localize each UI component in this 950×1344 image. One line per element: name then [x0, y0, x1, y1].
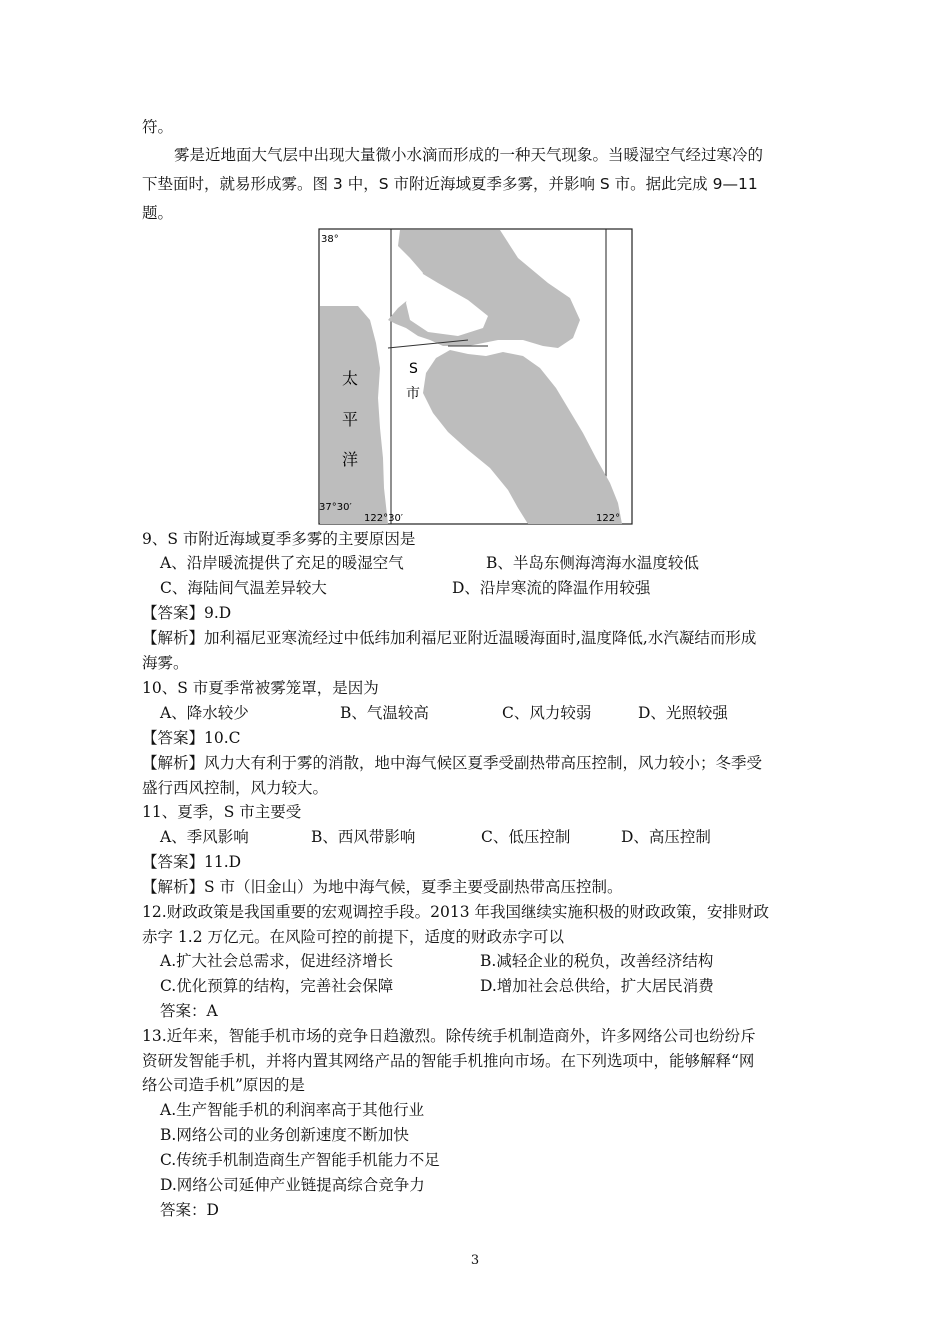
- q12-stem-1: 12.财政政策是我国重要的宏观调控手段。2013 年我国继续实施积极的财政政策，安排财政: [142, 903, 770, 921]
- lon-122-30-label: 122°30′: [364, 513, 404, 524]
- q11-option-a: A、季风影响: [160, 828, 249, 846]
- q10-option-a: A、降水较少: [160, 704, 249, 722]
- q11-explanation-1: 【解析】S 市（旧金山）为地中海气候，夏季主要受副热带高压控制。: [142, 878, 623, 896]
- city-s-label: S: [409, 361, 418, 377]
- q11-option-d: D、高压控制: [621, 828, 711, 846]
- lon-122-label: 122°: [596, 513, 621, 524]
- q12-option-b: B.减轻企业的税负，改善经济结构: [480, 952, 714, 970]
- q10-answer: 【答案】10.C: [142, 729, 241, 747]
- lat-37-30-label: 37°30′: [319, 502, 352, 513]
- pacific-char-1: 太: [342, 369, 359, 388]
- intro-line-3: 题。: [142, 204, 174, 222]
- bay-island: [402, 295, 414, 301]
- q10-explanation-2: 盛行西风控制，风力较大。: [142, 779, 329, 797]
- q9-explanation-1: 【解析】加利福尼亚寒流经过中低纬加利福尼亚附近温暖海面时,温度降低,水汽凝结而形成: [142, 629, 757, 647]
- q9-stem: 9、S 市附近海域夏季多雾的主要原因是: [142, 530, 416, 548]
- q9-option-c: C、海陆间气温差异较大: [160, 579, 327, 597]
- pacific-char-2: 平: [342, 410, 359, 429]
- q10-option-d: D、光照较强: [638, 704, 728, 722]
- q11-option-b: B、西风带影响: [311, 828, 416, 846]
- q9-explanation-2: 海雾。: [142, 654, 189, 672]
- q13-stem-3: 络公司造手机”原因的是: [142, 1076, 305, 1094]
- sf-bay-map: [318, 228, 634, 526]
- q10-stem: 10、S 市夏季常被雾笼罩，是因为: [142, 679, 379, 697]
- intro-line-1: 雾是近地面大气层中出现大量微小水滴而形成的一种天气现象。当暖湿空气经过寒冷的: [174, 146, 764, 164]
- q13-option-b: B.网络公司的业务创新速度不断加快: [160, 1126, 409, 1144]
- q10-option-b: B、气温较高: [340, 704, 429, 722]
- pacific-char-3: 洋: [342, 450, 359, 469]
- q10-option-c: C、风力较弱: [502, 704, 592, 722]
- q13-stem-1: 13.近年来，智能手机市场的竞争日趋激烈。除传统手机制造商外，许多网络公司也纷纷斥: [142, 1027, 756, 1045]
- intro-line-2: 下垫面时，就易形成雾。图 3 中，S 市附近海域夏季多雾，并影响 S 市。据此完成 9—11: [142, 175, 758, 193]
- q12-answer: 答案：A: [160, 1002, 218, 1020]
- q10-explanation-1: 【解析】风力大有利于雾的消散，地中海气候区夏季受副热带高压控制，风力较小；冬季受: [142, 754, 763, 772]
- q12-option-c: C.优化预算的结构，完善社会保障: [160, 977, 394, 995]
- intro-line-0: 符。: [142, 118, 174, 136]
- page-number: 3: [470, 1253, 480, 1268]
- q11-stem: 11、夏季，S 市主要受: [142, 803, 302, 821]
- q9-option-d: D、沿岸寒流的降温作用较强: [452, 579, 651, 597]
- q11-option-c: C、低压控制: [481, 828, 571, 846]
- q13-option-c: C.传统手机制造商生产智能手机能力不足: [160, 1151, 440, 1169]
- q13-stem-2: 资研发智能手机，并将内置其网络产品的智能手机推向市场。在下列选项中，能够解释“网: [142, 1052, 755, 1070]
- q13-option-a: A.生产智能手机的利润率高于其他行业: [160, 1101, 425, 1119]
- q11-answer: 【答案】11.D: [142, 853, 242, 871]
- q12-option-a: A.扩大社会总需求，促进经济增长: [160, 952, 394, 970]
- q13-answer: 答案：D: [160, 1201, 219, 1219]
- city-char-label: 市: [406, 386, 420, 402]
- q13-option-d: D.网络公司延伸产业链提高综合竞争力: [160, 1176, 425, 1194]
- q12-option-d: D.增加社会总供给，扩大居民消费: [480, 977, 714, 995]
- q9-option-a: A、沿岸暖流提供了充足的暖湿空气: [160, 554, 404, 572]
- q12-stem-2: 赤字 1.2 万亿元。在风险可控的前提下，适度的财政赤字可以: [142, 928, 565, 946]
- lat-38-label: 38°: [321, 234, 339, 245]
- q9-option-b: B、半岛东侧海湾海水温度较低: [486, 554, 699, 572]
- q9-answer: 【答案】9.D: [142, 604, 232, 622]
